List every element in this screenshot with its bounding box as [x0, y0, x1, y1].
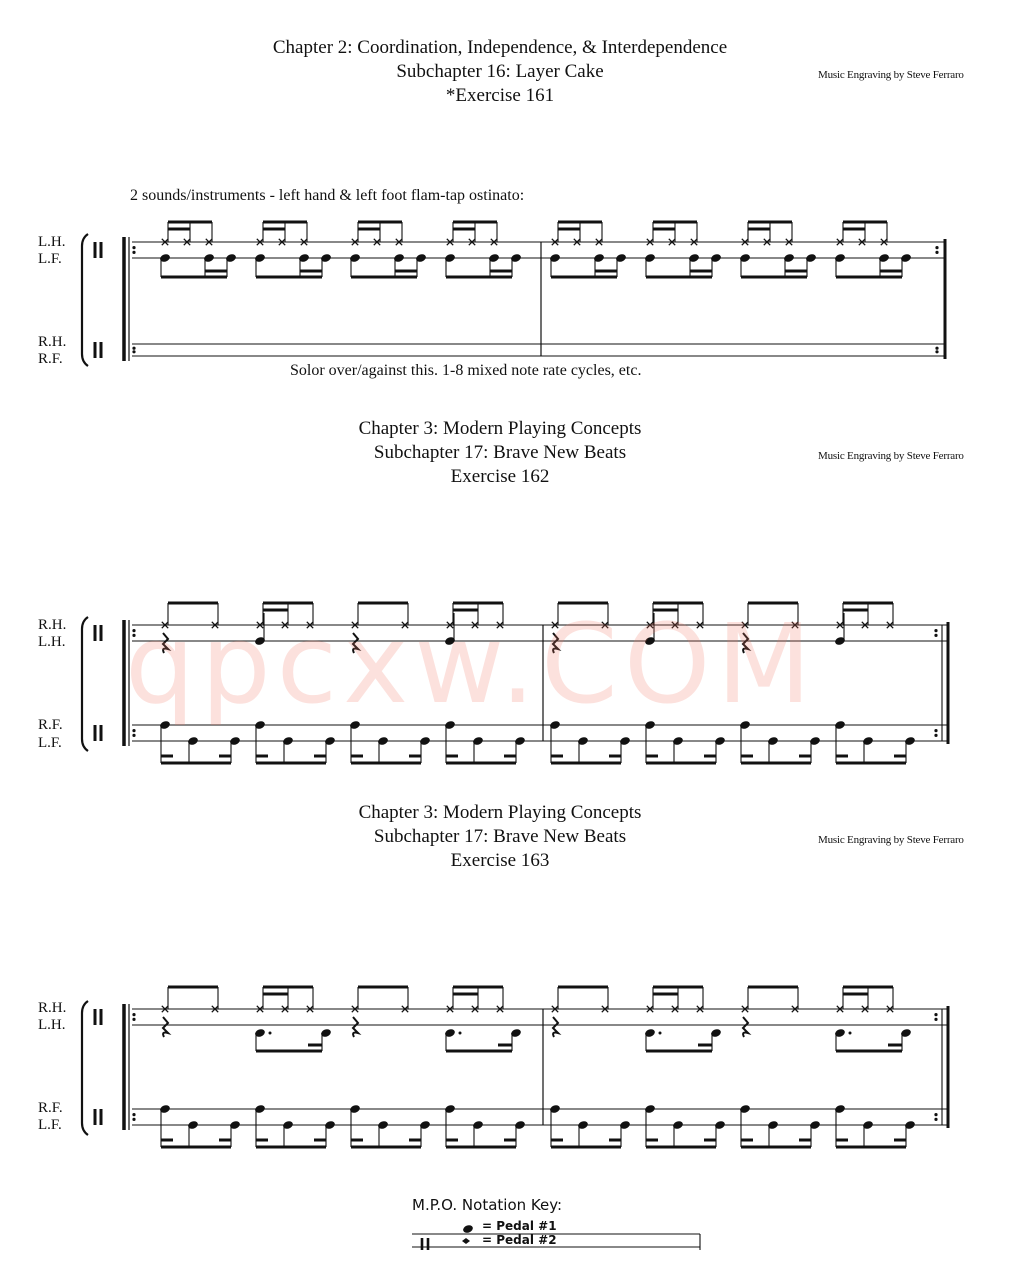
- notation-key-title: M.P.O. Notation Key:: [412, 1196, 563, 1214]
- subchapter-title: Subchapter 17: Brave New Beats: [373, 442, 627, 463]
- repeat-dot: [132, 251, 135, 254]
- repeat-dot: [935, 350, 938, 353]
- repeat-dot: [935, 347, 938, 350]
- repeat-dot: [132, 350, 135, 353]
- repeat-dot: [934, 629, 937, 632]
- engraving-credit: Music Engraving by Steve Ferraro: [818, 834, 964, 846]
- repeat-dot: [132, 347, 135, 350]
- augmentation-dot: [849, 1032, 852, 1035]
- score-exercise-161: [0, 200, 1022, 370]
- subchapter-title: Subchapter 17: Brave New Beats: [373, 826, 627, 847]
- system-brace: [82, 617, 88, 751]
- repeat-dot: [132, 629, 135, 632]
- repeat-dot: [132, 246, 135, 249]
- key-item-pedal-2: = Pedal #2: [482, 1233, 557, 1247]
- exercise-title: *Exercise 161: [445, 85, 555, 106]
- exercise-title: Exercise 163: [450, 850, 550, 871]
- quarter-rest: [743, 1017, 748, 1037]
- repeat-dot: [132, 734, 135, 737]
- upper-staff-label-2: L.H.: [38, 634, 66, 650]
- engraving-credit: Music Engraving by Steve Ferraro: [818, 450, 964, 462]
- repeat-dot: [934, 734, 937, 737]
- augmentation-dot: [459, 1032, 462, 1035]
- repeat-dot: [934, 1018, 937, 1021]
- watermark: qpcxw.COM: [125, 600, 818, 728]
- repeat-dot: [132, 1113, 135, 1116]
- pedal-2-notehead: [462, 1238, 470, 1244]
- repeat-dot: [934, 729, 937, 732]
- exercise-title: Exercise 162: [450, 466, 550, 487]
- upper-staff-label-1: R.H.: [38, 1000, 67, 1016]
- repeat-dot: [935, 251, 938, 254]
- chapter-title: Chapter 2: Coordination, Independence, & Interdependence: [272, 37, 728, 58]
- quarter-rest: [553, 633, 558, 653]
- subchapter-title: Subchapter 16: Layer Cake: [396, 61, 604, 82]
- upper-staff-label-1: L.H.: [38, 234, 66, 250]
- augmentation-dot: [269, 1032, 272, 1035]
- repeat-dot: [132, 634, 135, 637]
- engraving-credit: Music Engraving by Steve Ferraro: [818, 69, 964, 81]
- exercise-instruction: 2 sounds/instruments - left hand & left foot flam-tap ostinato:: [130, 187, 525, 204]
- repeat-dot: [132, 1013, 135, 1016]
- lower-staff-label-2: R.F.: [38, 351, 63, 367]
- lower-staff-label-1: R.H.: [38, 334, 67, 350]
- repeat-dot: [132, 1118, 135, 1121]
- upper-staff-label-2: L.H.: [38, 1017, 66, 1033]
- augmentation-dot: [659, 1032, 662, 1035]
- system-brace: [82, 1001, 88, 1135]
- lower-staff-label-1: R.F.: [38, 1100, 63, 1116]
- quarter-rest: [353, 1017, 358, 1037]
- lower-staff-label-2: L.F.: [38, 1117, 62, 1133]
- repeat-dot: [132, 729, 135, 732]
- quarter-rest: [553, 1017, 558, 1037]
- notation-key-staff: [0, 1215, 1022, 1255]
- quarter-rest: [743, 633, 748, 653]
- lower-staff-label-1: R.F.: [38, 717, 63, 733]
- drum-notehead: [462, 1224, 474, 1234]
- repeat-dot: [934, 634, 937, 637]
- chapter-title: Chapter 3: Modern Playing Concepts: [358, 418, 642, 439]
- score-exercise-162: [0, 590, 1022, 770]
- system-brace: [82, 234, 88, 366]
- repeat-dot: [934, 1113, 937, 1116]
- repeat-dot: [935, 246, 938, 249]
- quarter-rest: [163, 1017, 168, 1037]
- quarter-rest: [353, 633, 358, 653]
- upper-staff-label-2: L.F.: [38, 251, 62, 267]
- key-item-pedal-1: = Pedal #1: [482, 1219, 557, 1233]
- exercise-note: Solor over/against this. 1-8 mixed note rate cycles, etc.: [290, 362, 642, 379]
- repeat-dot: [132, 1018, 135, 1021]
- upper-staff-label-1: R.H.: [38, 617, 67, 633]
- repeat-dot: [934, 1118, 937, 1121]
- score-exercise-163: [0, 975, 1022, 1155]
- quarter-rest: [163, 633, 168, 653]
- lower-staff-label-2: L.F.: [38, 735, 62, 751]
- chapter-title: Chapter 3: Modern Playing Concepts: [358, 802, 642, 823]
- repeat-dot: [934, 1013, 937, 1016]
